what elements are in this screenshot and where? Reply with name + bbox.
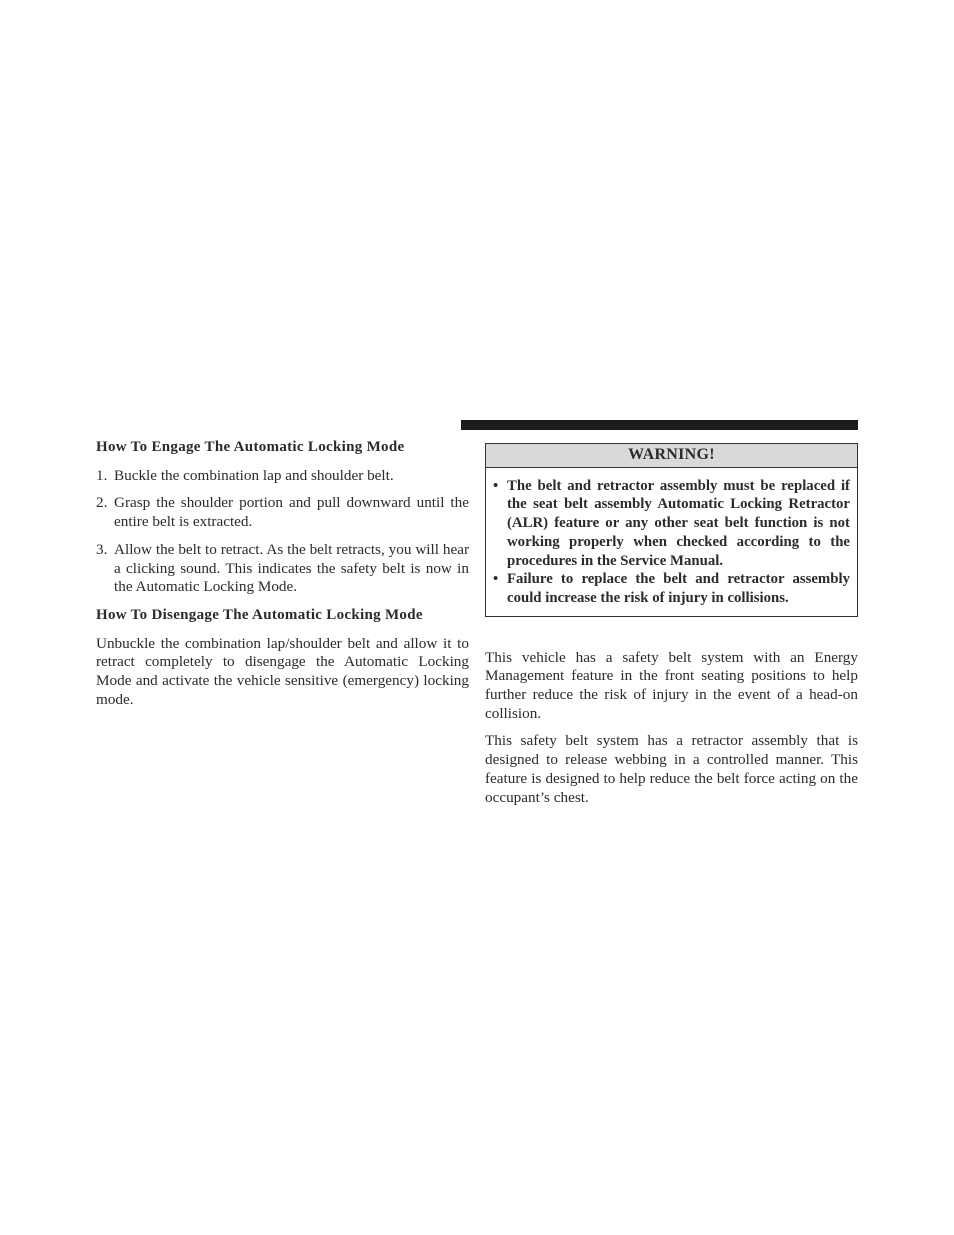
warning-text: Failure to replace the belt and retractor assembly could increase the risk of injury in collisions. [507,571,850,606]
step-item [96,494,469,531]
retractor-paragraph: This safety belt system has a retractor assembly that is designed to release webbing in a controlled manner. This feature is designed to help reduce the belt force acting on the occupant’s chest. [485,732,858,806]
step-text: Grasp the shoulder portion and pull downward until the entire belt is extracted. [114,494,469,531]
warning-text: The belt and retractor assembly must be replaced if the seat belt assembly Automatic Locking Retractor (ALR) feature or any other seat belt function is not working properly when checked according to the procedures in the Service Manual. [507,477,850,569]
disengage-heading: How To Disengage The Automatic Locking Mode [96,606,423,623]
energy-management-paragraph: This vehicle has a safety belt system with an Energy Management feature in the front seating positions to help further reduce the risk of injury in the event of a head-on collision. [485,648,858,722]
step-number: 3. [96,540,108,558]
engage-heading: How To Engage The Automatic Locking Mode [96,439,405,455]
body-text [485,649,858,808]
left-column [96,438,469,717]
bullet-icon: • [493,571,499,588]
warning-box [485,443,858,617]
warning-list [486,468,857,616]
step-number: 1. [96,466,108,484]
step-text: Buckle the combination lap and shoulder belt. [114,466,394,484]
step-text: Allow the belt to retract. As the belt retracts, you will hear a clicking sound. This indicates the safety belt is now in the Automatic Locking Mode. [114,540,469,596]
step-item [96,467,469,486]
warning-title: WARNING! [486,444,857,468]
warning-item [493,477,850,571]
step-number: 2. [96,494,108,512]
bullet-icon: • [493,477,499,494]
warning-item [493,570,850,607]
disengage-paragraph: Unbuckle the combination lap/shoulder belt and allow it to retract completely to disengage the Automatic Locking Mode and activate the vehicle sensitive (emergency) locking mode. [96,634,469,708]
right-column [485,420,858,816]
section-divider-bar [461,420,858,430]
step-item [96,541,469,597]
